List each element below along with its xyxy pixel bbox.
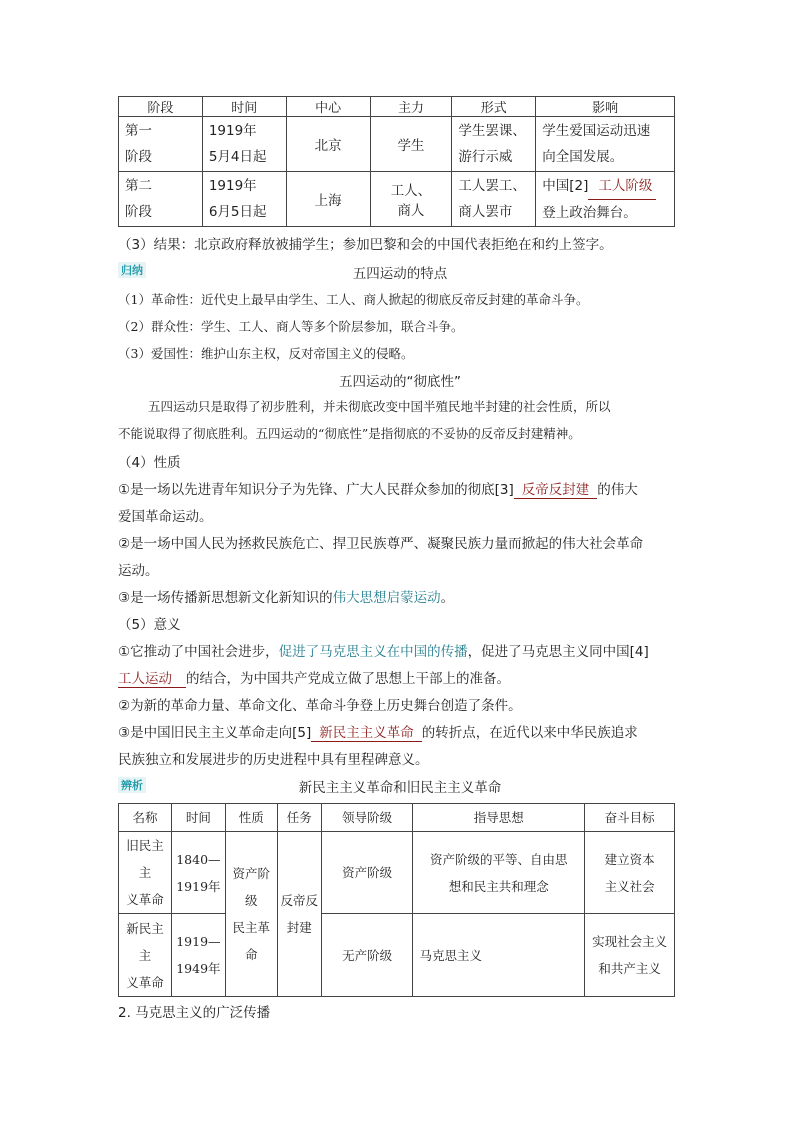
form-cell [452, 117, 536, 172]
header-cell: 主力 [370, 97, 452, 117]
cell-line: 向全国发展。 [542, 149, 624, 165]
nature-text: ③是一场传播新思想新文化新知识的 [118, 590, 333, 606]
header-cell: 性质 [225, 804, 277, 832]
cell-line: 和共产主义 [598, 961, 661, 976]
table-row [119, 914, 675, 997]
table-header-row [119, 97, 675, 117]
cell-line: 阶段 [125, 149, 152, 165]
cell-line: 1949年 [176, 961, 221, 976]
header-cell: 形式 [452, 97, 536, 117]
header-cell: 影响 [536, 97, 675, 117]
cell-line: 1840— [176, 851, 221, 867]
cell-line: 游行示威 [458, 149, 513, 165]
stage-cell [119, 117, 203, 172]
form-cell [452, 172, 536, 227]
header-cell: 阶段 [119, 97, 203, 117]
cell-line: 旧民主 [126, 838, 164, 853]
cell-line: 主义社会 [604, 878, 655, 894]
header-cell: 时间 [171, 804, 225, 832]
meaning-text: 的结合，为中国共产党成立做了思想上干部上的准备。 [186, 671, 510, 687]
nature-item-2-cont: 运动。 [118, 563, 159, 579]
cell-line: 学生罢课、 [458, 123, 526, 139]
thorough-line: 五四运动只是取得了初步胜利，并未彻底改变中国半殖民地半封建的社会性质，所以 [148, 399, 611, 414]
meaning-text: ③是中国旧民主主义革命走向[5] [118, 725, 312, 741]
thorough-line: 不能说取得了彻底胜利。五四运动的“彻底性”是指彻底的不妥协的反帝反封建精神。 [118, 426, 581, 441]
cell-line [542, 173, 674, 200]
cell-line: 主 [138, 947, 152, 963]
time-cell [171, 914, 225, 997]
header-cell: 中心 [286, 97, 370, 117]
cell-line: 实现社会主义 [592, 934, 668, 949]
task-cell [277, 832, 321, 997]
table-row [119, 117, 675, 172]
header-cell: 名称 [119, 804, 172, 832]
meaning-item-2: ②为新的革命力量、革命文化、革命斗争登上历史舞台创造了条件。 [118, 698, 522, 714]
cell-line: 商人罢市 [458, 204, 513, 220]
impact-cell [536, 117, 675, 172]
cell-line: 1919— [176, 934, 221, 949]
cell-line: 义革命 [126, 892, 164, 907]
table-row [119, 172, 675, 227]
time-cell [171, 832, 225, 914]
summary-item: （1）革命性：近代史上最早由学生、工人、商人掀起的彻底反帝反封建的革命斗争。 [118, 292, 589, 307]
cell-line: 阶段 [125, 204, 152, 220]
thorough-title: 五四运动的“彻底性” [339, 374, 461, 390]
nature-text: 。 [440, 590, 455, 606]
meaning-item-1 [118, 640, 649, 660]
cell-line: 工人、 [390, 183, 432, 199]
summary-item: （3）爱国性：维护山东主权，反对帝国主义的侵略。 [118, 346, 414, 361]
header-cell: 指导思想 [413, 804, 585, 832]
result-line: （3）结果：北京政府释放被捕学生；参加巴黎和会的中国代表拒绝在和约上签字。 [118, 237, 613, 253]
name-cell [119, 914, 172, 997]
highlight-text: 促进了马克思主义在中国的传播 [278, 644, 468, 660]
nature-item-2: ②是一场中国人民为拯救民族危亡、捍卫民族尊严、凝聚民族力量而掀起的伟大社会革命 [118, 536, 644, 552]
cell-line: 第一 [125, 123, 152, 139]
cell-line: 主 [138, 865, 152, 880]
highlight-text: 伟大思想启蒙运动 [332, 590, 441, 606]
time-cell [202, 117, 286, 172]
cell-line: 1919年 [208, 123, 257, 139]
goal-cell [585, 832, 675, 914]
nature-cell [225, 832, 277, 997]
cell-line: 登上政治舞台。 [542, 204, 637, 221]
cell-line: 1919年 [176, 878, 221, 894]
cell-line: 想和民主共和理念 [448, 878, 549, 894]
cell-line: 学生爱国运动迅速 [542, 123, 651, 139]
meaning-text: ，促进了马克思主义同中国[4] [467, 644, 649, 660]
cell-line: 商人 [397, 203, 425, 219]
answer-prefix: 中国[2] [542, 177, 589, 194]
cell-line: 新民主 [126, 920, 164, 936]
cell-line: 第二 [125, 178, 152, 194]
nature-text: ①是一场以先进青年知识分子为先锋、广大人民群众参加的彻底[3] [118, 482, 514, 498]
meaning-item-3-cont: 民族独立和发展进步的历史进程中具有里程碑意义。 [118, 752, 429, 768]
nature-heading: （4）性质 [118, 455, 181, 471]
cell-line: 命 [245, 947, 258, 962]
impact-cell [536, 172, 675, 227]
cell-line: 义革命 [126, 974, 164, 990]
ideology-cell [413, 832, 585, 914]
nature-item-3 [118, 586, 454, 606]
force-cell: 学生 [370, 117, 452, 172]
cell-line: 资产阶级的平等、自由思 [430, 851, 568, 867]
class-cell: 无产阶级 [321, 914, 413, 997]
nature-text: 的伟大 [597, 482, 638, 498]
name-cell [119, 832, 172, 914]
nature-item-1 [118, 478, 638, 499]
meaning-text: 的转折点，在近代以来中华民族追求 [421, 725, 638, 741]
force-cell [370, 172, 452, 227]
cell-line: 5月4日起 [208, 149, 267, 165]
header-cell: 奋斗目标 [585, 804, 675, 832]
header-cell: 时间 [202, 97, 286, 117]
summary-item: （2）群众性：学生、工人、商人等多个阶层参加，联合斗争。 [118, 319, 464, 334]
ideology-cell: 马克思主义 [413, 914, 585, 997]
time-cell [202, 172, 286, 227]
meaning-item-3 [118, 721, 638, 742]
cell-line: 资产阶 [232, 866, 271, 881]
cell-line: 工人罢工、 [458, 178, 526, 194]
cell-line: 民主革 [232, 920, 271, 935]
revolution-comparison-table [118, 803, 675, 997]
cell-line: 建立资本 [604, 851, 655, 867]
summary-tag: 归纳 [118, 262, 146, 278]
cell-line: 6月5日起 [208, 204, 267, 220]
cell-line: 1919年 [208, 178, 257, 194]
center-cell: 上海 [286, 172, 370, 227]
class-cell: 资产阶级 [321, 832, 413, 914]
header-cell: 领导阶级 [321, 804, 413, 832]
section-heading: 2. 马克思主义的广泛传播 [118, 1005, 271, 1021]
analysis-title: 新民主主义革命和旧民主主义革命 [298, 780, 502, 796]
meaning-heading: （5）意义 [118, 617, 181, 633]
meaning-text: ①它推动了中国社会进步， [118, 644, 279, 660]
table-header-row [119, 804, 675, 832]
answer-blank-3: 反帝反封建 [514, 478, 598, 499]
center-cell: 北京 [286, 117, 370, 172]
answer-blank-2: 工人阶级 [588, 173, 656, 200]
analysis-tag: 辨析 [118, 777, 146, 793]
stages-table [118, 96, 675, 227]
header-cell: 任务 [277, 804, 321, 832]
nature-item-1-cont: 爱国革命运动。 [118, 509, 213, 525]
cell-line: 级 [245, 893, 258, 908]
answer-blank-4: 工人运动 [118, 667, 186, 688]
goal-cell [585, 914, 675, 997]
cell-line: 反帝反 [280, 893, 318, 908]
table-row [119, 832, 675, 914]
summary-title: 五四运动的特点 [352, 266, 448, 282]
answer-blank-5: 新民主主义革命 [311, 721, 422, 742]
meaning-item-1-cont [118, 667, 510, 688]
stage-cell [119, 172, 203, 227]
cell-line: 封建 [286, 920, 312, 935]
